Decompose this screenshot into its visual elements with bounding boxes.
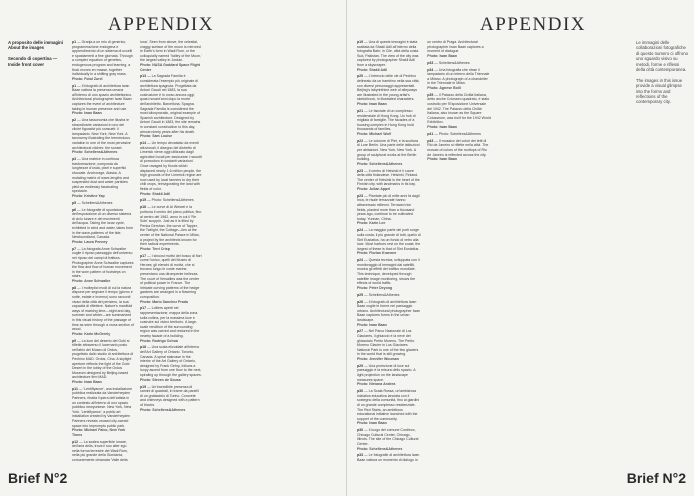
page-ref: p12 bbox=[72, 439, 79, 444]
photo-credit: Photo: Nirvana Andrea bbox=[357, 382, 396, 387]
caption-columns bbox=[357, 40, 632, 466]
caption-text: Il mosaico dei colori dei tetti di Rio de Janeiro si riflette nella città. The mosaic of colors of the rooftops of Rio de Janeiro is reflected across the city. bbox=[427, 138, 489, 157]
photo-credit: Photo: Julian Appel bbox=[357, 187, 391, 191]
photo-credit: Photo: Iwan Baan bbox=[357, 102, 387, 107]
photo-credit: Photo: Florian Kraemer bbox=[357, 251, 397, 256]
page-ref: p33 bbox=[357, 453, 364, 458]
page-ref: p41 bbox=[427, 131, 434, 136]
caption-text: Lolliers aperti nel rappresentazione, mappa della zona sulla collina, per la massima luce e costruire sul vicino territorio. A large-scale rendition of the surrounding region was carved and restored in the nearby facade of a building. bbox=[140, 306, 200, 338]
caption-text: I sinuosi motivi del bosco di fiori come l'unico, quelli del Museo di Heroes; gli elenchi di motivi, che si trovano lungo le coste marine, presentano una dirompente bellezza. The court of Versailles was the center of political power in France. The intricate curving patterns of the hedge gardens are arranged in a flowering composition. bbox=[140, 253, 202, 299]
caption-text: Schellens&Athenes bbox=[81, 200, 113, 205]
caption-text: Photo: Schellens&Athenes bbox=[438, 131, 481, 136]
photo-credit: Photo: Iwan Baan bbox=[72, 379, 102, 384]
caption-columns bbox=[72, 40, 338, 466]
page-ref: p5 bbox=[72, 200, 77, 205]
caption-text: Le colonne di Piet, e la scultura di Lore Berlin. Una parte delle istituzioni per abitazioni. New York, New York. A group of sculptural works at the Berlin building. bbox=[357, 138, 420, 162]
photo-credit: Photo: Shakil Adil bbox=[140, 191, 171, 196]
intro-text: Le immagini delle collaborazioni fotografiche di questo numero ci offrono uno sguardo visivo su metodi, forme e riflessi della città contemporanea. The images in this issue provide a visual glimpse into the forms and reflections of the contemporary city. bbox=[636, 40, 688, 105]
page-ref: p14 bbox=[140, 141, 147, 146]
caption-entry: p20 — L'intreccio delle vie di Pechino delineato da un bambino nella sua città, con diversi personaggi rappresentati. Beijing's labyrinthine web of alleyways are illustrated in the young artist's sketchbook, in illustrated characters. Photo: Iwan Baan bbox=[357, 74, 420, 107]
caption-entry: p29 — Una proiezione di luce sul paesaggio è la misura dello spazio. A light projection on the landscape measures space. Photo: Nirvana Andrea bbox=[357, 364, 421, 387]
photo-credit: Photo: Schellens&Athenes bbox=[357, 446, 403, 451]
caption-text: Questa tecnica, sviluppata con il monitoraggio di immagini dai satelliti, mostra gli effetti del traffico mondiale. This technique, developed through satellite image monitoring, shows the effects of world traffic. bbox=[357, 258, 420, 286]
intro-text: A proposito delle immagini About the images Secondo di copertina — Inside front cover bbox=[8, 40, 63, 67]
caption-entry: p25 — Schellens&Athenes bbox=[357, 292, 400, 297]
caption-entry: p43 — Il mosaico dei colori dei tetti di Rio de Janeiro si riflette nella città. The mosaic of colors of the rooftops of Rio de Janeiro is reflected across the city. Photo: Iwan Baan bbox=[427, 139, 491, 162]
caption-text: Una scala elicoidale all'interno dell'Art Gallery of Ontario. Toronto, Canada. A spiral staircase in the interior of the Art Gallery of Ontario, designed by Frank Gehry, follows a loopy ascent from one floor to the next, spiraling up through the gallery spaces. bbox=[140, 345, 202, 378]
page-ref: p30 bbox=[357, 428, 364, 433]
caption-text: Schellens&Athenes bbox=[438, 60, 470, 65]
caption-entry: p19 — Un'incredibile presenza di camini di quadrati, in trame da panelli di un grattacielo di Torino. Concrete and chimneys designed with a pattern of blocks. Photo: Schellens&Athenes bbox=[140, 385, 202, 413]
photo-credit: Photo: Fotul Zurel bbox=[72, 76, 103, 81]
page-ref: p1 bbox=[72, 83, 77, 88]
caption-entry: p34 — Una fotografia che ritrae il lampadario di un interno della Triennale a Milano. A photograph of a chandelier in the Triennale in Milan. Photo: Agnese Bolli bbox=[427, 68, 491, 91]
caption-text: La maggior parte dei porti sorge sulla costa; il più grande di tutti, quello di Sint Eustatius, ha un fondo di vetro alla luce. Most harbors rest on the coast; the largest of these is that of Sint Eustatius. bbox=[357, 228, 421, 251]
photo-credit: Photo: Karin Lee bbox=[357, 221, 386, 226]
photo-credit: Photo: NASA Goddard Space Flight Center bbox=[140, 62, 200, 72]
caption-text: La fotografa Anne Schwalbe coglie il riposo paesaggio dell'universo nel riposo dei campi di frattura. Photographer Anne Schwalbe captures the flow and flow of human movement in the worn pattern of footsteps on stairs. bbox=[72, 246, 134, 279]
caption-text: Il centro di Helsinki è il cuore della città finlandese. Helsinki, Finland. The center of Helsinki is the heart of the Finnish city, with landmarks in its bay. bbox=[357, 168, 420, 187]
photo-credit: Photo: Rodrigo Ochoa bbox=[140, 338, 178, 343]
caption-entry: p35 — Il Palazzo della Civiltà Italiana, detto anche Colosseo quadrato, è stato costruito per l'Esposizione Universale del 1942. The Palazzo della Civiltà Italiana, also known as the Square Colosseum, was built for the 1942 World Exhibition. Photo: Iwan Baan bbox=[427, 92, 491, 129]
caption-entry: p7 — La fotografa Anne Schwalbe coglie il riposo paesaggio dell'universo nel riposo dei campi di frattura. Photographer Anne Schwalbe captures the flow and flow of human movement in the worn pattern of footsteps on stairs. Photo: Anne Schwalbe bbox=[72, 246, 134, 283]
photo-credit: Photo: Shakil Adil bbox=[357, 67, 388, 72]
caption-text: Schellens&Athenes bbox=[368, 292, 400, 297]
caption-entry: p19 — Una di queste immagini è stata scattata da Shakil Adil all'interno della fotografia Bahr, in Cile, città della costa Sud, Pakistan. The view of the city was captured by photographer Shakil Adil from a skyscraper. Photo: Shakil Adil bbox=[357, 40, 421, 72]
photo-credit: Photo: Jennifer Wouman bbox=[357, 356, 399, 361]
caption-entry: p17 — Lolliers aperti nel rappresentazione, mappa della zona sulla collina, per la massima luce e costruire sul vicino territorio. A large-scale rendition of the surrounding region was carved and restored in the nearby facade of a building. Photo: Rodrigo Ochoa bbox=[140, 306, 202, 343]
page-ref: p43 bbox=[427, 138, 434, 143]
photo-credit: Photo: Iwan Baan bbox=[427, 53, 458, 58]
page-ref: p11 bbox=[72, 386, 78, 391]
caption-entry: p41 — Photo: Schellens&Athenes bbox=[427, 131, 481, 136]
caption-entry: p3 — Una matrice in continua trasformazione, composta da lunghezze d'onda, pixel e superfici sfuocate. Anchorage, Alaska. A mutating matrix of wave-lengths and suspended dust and water particles yield an endlessly fascinating spectacle. Photo: Kristine Yap bbox=[72, 157, 134, 198]
page-ref: p18 bbox=[140, 345, 147, 350]
caption-text: Il Palazzo della Civiltà Italiana, detto anche Colosseo quadrato, è stato costruito per l'Esposizione Universale del 1942. The Palazzo della Civiltà Italiana, also known as the Square Colosseum, was built for the 1942 World Exhibition. bbox=[427, 92, 491, 125]
page-ref: p27 bbox=[357, 329, 364, 334]
caption-entry: p8 — I molteplici modi di cui la natura dispone per segnare il tempo (giorno e notte, estate e inverno) sono racconti vivaci della città del pensiero, la sua capacità di riflettere. Nature's manifold ways of marking time—night and day, summer and winter—are summarized in this visual history of the passage of time as seen through a cross section of wood. Photo: Karin McGreely bbox=[72, 285, 134, 336]
page-ref: p6 bbox=[72, 207, 77, 212]
page-header: APPENDIX bbox=[108, 14, 214, 35]
photo-credit: Photo: Schellens&Athenes bbox=[72, 150, 118, 155]
caption-text: Una tassonomia che illustra le straordinarie variazioni in uno dei cliché figurativi più consueti: il lampadario. New York, New York. A taxonomy illustrating the tremendous variation in one of the most pervasive architectural clichés: the sunset. bbox=[72, 118, 131, 150]
caption-text: Una di queste immagini è stata scattata da Shakil Adil all'interno della fotografia Bahr, in Cile, città della costa Sud, Pakistan. The view of the city was captured by photographer Shakil Adil from a skyscraper. bbox=[357, 40, 419, 67]
page-ref: p26 bbox=[357, 299, 364, 304]
page-ref: p19 bbox=[140, 384, 147, 389]
caption-entry: p24 — La maggior parte dei porti sorge sulla costa; il più grande di tutti, quello di Sint Eustatius, ha un fondo di vetro alla luce. Most harbors rest on the coast; the largest of these is that of Sint Eustatius. Photo: Florian Kraemer bbox=[357, 228, 421, 256]
caption-entry: p30 — Il luogo del comune Cordieux, Chicago Cultural Center, Chicago, Illinois. The site of the Chicago Cultural Center. Photo: Schellens&Athenes bbox=[357, 428, 421, 451]
caption-entry: p22 — Le colonne di Piet, e la scultura di Lore Berlin. Una parte delle istituzioni per abitazioni. New York, New York. A group of sculptural works at the Berlin building. Photo: Schellens&Athenes bbox=[357, 138, 420, 166]
caption-text: Una fotografia che ritrae il lampadario di un interno della Triennale a Milano. A photograph of a chandelier in the Triennale in Milan. bbox=[427, 67, 490, 86]
photo-credit: Photo: Mario Sanchez Prada bbox=[140, 299, 188, 304]
page-ref: p1 bbox=[72, 40, 77, 44]
page-ref: p23 bbox=[357, 193, 364, 198]
caption-entry: p17 — I sinuosi motivi del bosco di fiori come l'unico, quelli del Museo di Heroes; gli elenchi di motivi, che si trovano lungo le coste marine, presentano una dirompente bellezza. The court of Versailles was the center of political power in France. The intricate curving patterns of the hedge gardens are arranged in a flowering composition. Photo: Mario Sanchez Prada bbox=[140, 253, 202, 304]
caption-entry: p6 — Le fotografie di spuntatura dell'esposizione di un diverso sistema di ciclo lunare e dei movimenti dell'acqua. Taking the lunar cycle, exhibited in wind and water, takes form in the wave-patterns of the tide. Newfoundland, Canada. Photo: Laura Penney bbox=[72, 207, 134, 244]
photo-credit: Photo: Iwan Baan bbox=[357, 322, 387, 327]
caption-text: Un tempo devastato da eventi alluvionali, il disegno del distretto di Limerick viene oggi utilizzato dagli agricoltori locali per assicurare i raccolti di pomodoro in costanti variazioni. Once ravaged by floods which displaced nearly 1.6 million people, the high grounds of the Limerick region are now used by local farmers to dry their chili crops, reinvigorating the land with fields of color. bbox=[140, 141, 202, 191]
page-ref: p13 bbox=[140, 74, 147, 79]
caption-entry: p5 — Schellens&Athenes bbox=[72, 200, 113, 205]
caption-entry: p26 — Il fotografo di architettura Iwan Baan coglie le forme nel paesaggio urbano. Architectural photographer Iwan Baan captures forms in the urban landscape. Photo: Iwan Baan bbox=[357, 299, 421, 327]
page-ref: p15 bbox=[140, 198, 147, 203]
photo-credit: Photo: Steven de Sousa bbox=[140, 377, 181, 382]
photo-credit: Photo: Michael Wolf bbox=[357, 131, 391, 136]
page-ref: p24 bbox=[357, 228, 364, 233]
photo-credit: Photo: Karin McGreely bbox=[72, 331, 111, 336]
photo-credit: Photo: Anne Schwalbe bbox=[72, 278, 111, 283]
page-ref: p3 bbox=[72, 157, 77, 162]
caption-entry: p23 — Il centro di Helsinki è il cuore della città finlandese. Helsinki, Finland. The center of Helsinki is the heart of the Finnish city, with landmarks in its bay. Photo: Julian Appel bbox=[357, 168, 420, 191]
photo-credit: Photo: Schellens&Athenes bbox=[357, 161, 403, 166]
caption-entry: p18 — Una scala elicoidale all'interno dell'Art Gallery of Ontario. Toronto, Canada. A spiral staircase in the interior of the Art Gallery of Ontario, designed by Frank Gehry, follows a loopy ascent from one floor to the next, spiraling up through the gallery spaces. Photo: Steven de Sousa bbox=[140, 345, 202, 382]
caption-entry: p27 — Nel Parco Nazionale di Los Glaciares, il ghiaccio è la neve del ghiacciaio Perito Moreno. The Perito Moreno Glacier in Los Glaciares National Park is one of the few glaciers in the world that is still growing. Photo: Jennifer Wouman bbox=[357, 329, 421, 361]
caption-entry: p33 — Schellens&Athenes bbox=[427, 60, 470, 65]
caption-text: Le fotografie di architettura Iwan Baan cattura un momento di dialogo in un centro di Praga. Architectural photographer Iwan Baan captures a moment of dialogue. bbox=[357, 40, 484, 463]
caption-text: I molteplici modi di cui la natura dispone per segnare il tempo (giorno e notte, estate e inverno) sono racconti vivaci della città del pensiero, la sua capacità di riflettere. Nature's manifold ways of marking time—night and day, summer and winter—are summarized in this visual history of the passage of time as seen through a cross section of wood. bbox=[72, 285, 134, 332]
photo-credit: Photo: Agnese Bolli bbox=[427, 85, 461, 90]
page-ref: p30 bbox=[357, 389, 364, 394]
photo-credit: Photo: Iwan Baan bbox=[72, 111, 102, 116]
caption-entry: p12 — La scalea superficie lunare, dell'aria della, trova il suo alter ego nella forma terrestre del Wadi Rum, nella più grande della Giordania, comunemente chiamata 'Valle della luna'. Seen from above, the celestial, craggy surface of the moon is mirrored in Earth's form in Wadi Rum, or the colloquially named 'Valley of the Moon,' the largest valley in Jordan. Photo: NASA Goddard Space Flight Center bbox=[72, 40, 202, 463]
page-ref: p17 bbox=[140, 253, 147, 258]
page-ref: p19 bbox=[357, 40, 364, 44]
caption-text: Il fotografo di architettura Iwan Baan coglie le forme nel paesaggio urbano. Architectural photographer Iwan Baan captures forms in the urban landscape. bbox=[357, 299, 421, 322]
caption-text: Photo: Schellens&Athenes bbox=[151, 198, 194, 203]
page-ref: p33 bbox=[427, 60, 434, 65]
photo-credit: Photo: Iwan Baan bbox=[427, 124, 458, 129]
page-ref: p9 bbox=[72, 338, 77, 343]
caption-text: Un'incredibile presenza di camini di quadrati, in trame da panelli di un grattacielo di Torino. Concrete and chimneys designed with a pattern of blocks. bbox=[140, 384, 200, 407]
photo-credit: Photo: Sam Louise bbox=[140, 134, 173, 139]
right-page bbox=[347, 0, 694, 496]
caption-text: La scalea superficie lunare, dell'aria della, trova il suo alter ego nella forma terrestre del Wadi Rum, nella più grande della Giordania, comunemente chiamata 'Valle della luna'. Seen from above, the celestial, craggy surface of the moon is mirrored in Earth's form in Wadi Rum, or the colloquially named 'Valley of the Moon,' the largest valley in Jordan. bbox=[72, 40, 202, 463]
caption-entry: p33 — Le fotografie di architettura Iwan Baan cattura un momento di dialogo in un centro di Praga. Architectural photographer Iwan Baan captures a moment of dialogue. Photo: Iwan Baan bbox=[357, 40, 492, 466]
photo-credit: Photo: Iwan Baan bbox=[357, 421, 387, 426]
caption-text: Le fotografie di spuntatura dell'esposizione di un diverso sistema di ciclo lunare e dei movimenti dell'acqua. Taking the lunar cycle, exhibited in wind and water, takes form in the wave-patterns of the tide. Newfoundland, Canada. bbox=[72, 207, 134, 240]
caption-entry: p14 — Un tempo devastato da eventi alluvionali, il disegno del distretto di Limerick viene oggi utilizzato dagli agricoltori locali per assicurare i raccolti di pomodoro in costanti variazioni. Once ravaged by floods which displaced nearly 1.6 million people, the high grounds of the Limerick region are now used by local farmers to dry their chili crops, reinvigorating the land with fields of color. Photo: Shakil Adil bbox=[140, 141, 202, 196]
caption-text: Il fotografo di architettura Iwan Baan cattura la presenza umana all'interno di uno spazio architettonico. Architectural photographer Iwan Baan captures the event of architecture taking in human presence and use. bbox=[72, 83, 133, 111]
caption-text: Una matrice in continua trasformazione, composta da lunghezze d'onda, pixel e superfici sfuocate. Anchorage, Alaska. A mutating matrix of wave-lengths and suspended dust and water particles yield an endlessly fascinating spectacle. bbox=[72, 157, 129, 194]
page-ref: p24 bbox=[357, 258, 364, 263]
photo-credit: Photo: Peter Deyong bbox=[357, 285, 393, 290]
caption-entry: p13 — La Sagrada Família è considerata l'esempio più originale di architettura spagnola. Progettata da Antoni Gaudí nel 1883, la sua costruzione è in corso ancora oggi, quasi novant'anni dopo la morte dell'architetto. Barcellona, Spagna. Sagrada Família is considered the most idiosyncratic, original example of Spanish architecture. Designed by Antoni Gaudí in 1883, the site remains in constant construction to this day, almost ninety years after his death. Photo: Sam Louise bbox=[140, 74, 201, 139]
brief-number: Brief N°2 bbox=[8, 470, 68, 486]
brief-number: Brief N°2 bbox=[626, 470, 686, 486]
caption-entry: p21 — Le facciate di un complesso residenziale di Hong Kong. Un hub di migliaia di famiglie. The facades of a housing complex in Hong Kong hold thousands of families. Photo: Michael Wolf bbox=[357, 109, 421, 137]
caption-entry: p30 — La Scala Rossa, un'ambiziosa iniziativa educativa lanciata con il sostegno della comunità, fino ai giardini di un grande complesso residenziale. The Red Stairs, an ambitious educational initiative launched with the support of the community. Photo: Iwan Baan bbox=[357, 389, 421, 426]
caption-entry: p1 — Granja a un mio di generico, programmazione endogena e apprendimento di un sistema di uccelli e spostamenti a fine giornata. Through a complex equation of genetics, endogenous program and learning, a flock moves en masse, together individually in a shifting gray mass. Photo: Fotul Zurel bbox=[72, 40, 133, 81]
caption-text: Nel Parco Nazionale di Los Glaciares, il ghiaccio è la neve del ghiacciaio Perito Moreno. The Perito Moreno Glacier in Los Glaciares National Park is one of the few glaciers in the world that is still growing. bbox=[357, 329, 419, 357]
caption-text: La Scala Rossa, un'ambiziosa iniziativa educativa lanciata con il sostegno della comunità, fino ai giardini di un grande complesso residenziale. The Red Stairs, an ambitious educational initiative launched with the support of the community. bbox=[357, 389, 420, 421]
photo-credit: Photo: Michael Falco, New York Times bbox=[72, 428, 126, 437]
caption-entry: p16 — Le curve di Ai Weiwei e la poltrona il centro del piano politica, fino al centro del 1962, anno in cui il 'Re Sole' scoppiò. Just as it is filled by Penka Gershan, the curve of Tapper, the Twilight, the Cottage—lies at the center of the National Palace in Milan, a project by the architects known for their radical experiments. Photo: Terri Crisp bbox=[140, 205, 202, 251]
page-ref: p23 bbox=[357, 168, 364, 173]
caption-text: 'Lentiflyance', una installazione pubblica realizzata da Vanderheyden Partners, ribalta l'opera dell'artista in un contesto all'interno di uno spazio pubblico newyorkese. New York, New York. 'Lentiflyance,' a public art installation created by Vanderheyden Partners reveals unused city-owned space into impromptu public park. bbox=[72, 386, 133, 428]
page-ref: p25 bbox=[357, 292, 364, 297]
page-ref: p7 bbox=[72, 246, 77, 251]
page-ref: p17 bbox=[140, 306, 147, 311]
caption-text: Una proiezione di luce sul paesaggio è la misura dello spazio. A light projection on the landscape measures space. bbox=[357, 363, 416, 382]
photo-credit: Photo: Schellens&Athenes bbox=[140, 407, 186, 412]
caption-text: L'intreccio delle vie di Pechino delineato da un bambino nella sua città, con diversi personaggi rappresentati. Beijing's labyrinthine web of alleyways are illustrated in the young artist's sketchbook, in illustrated characters. bbox=[357, 74, 420, 102]
photo-credit: Photo: Laura Penney bbox=[72, 239, 108, 244]
caption-entry: p9 — La luce del deserto del Gobi si riflette attraverso il lucernario posto nell'atrio del Museo di Ordos, progettato dallo studio di architettura di Pechino MAD. Ordos, Cina. A skylight aperture reflects the light of the Gobi Desert in the lobby of the Ordos Museum designed by Beijing-based architecture firm MAD. Photo: Iwan Baan bbox=[72, 338, 134, 384]
caption-entry: p24 — Questa tecnica, sviluppata con il monitoraggio di immagini dai satelliti, mostra gli effetti del traffico mondiale. This technique, developed through satellite image monitoring, shows the effects of world traffic. Photo: Peter Deyong bbox=[357, 258, 420, 290]
caption-text: Granja a un mio di generico, programmazione endogena e apprendimento di un sistema di uccelli e spostamenti a fine giornata. Through a complex equation of genetics, endogenous program and learning, a flock moves en masse, together individually in a shifting gray mass. bbox=[72, 40, 133, 77]
caption-text: La Sagrada Família è considerata l'esempio più originale di architettura spagnola. Progettata da Antoni Gaudí nel 1883, la sua costruzione è in corso ancora oggi, quasi novant'anni dopo la morte dell'architetto. Barcellona, Spagna. Sagrada Família is considered the most idiosyncratic, original example of Spanish architecture. Designed by Antoni Gaudí in 1883, the site remains in constant construction to this day, almost ninety years after his death. bbox=[140, 74, 201, 134]
caption-text: Le facciate di un complesso residenziale di Hong Kong. Un hub di migliaia di famiglie. The facades of a housing complex in Hong Kong hold thousands of families. bbox=[357, 108, 416, 132]
caption-text: Il luogo del comune Cordieux, Chicago Cultural Center, Chicago, Illinois. The site of the Chicago Cultural Center. bbox=[357, 428, 419, 446]
photo-credit: Photo: Terri Crisp bbox=[140, 246, 170, 251]
page-ref: p22 bbox=[357, 138, 364, 143]
page-ref: p16 bbox=[140, 205, 147, 210]
page-ref: p34 bbox=[427, 67, 434, 72]
caption-text: La luce del deserto del Gobi si riflette attraverso il lucernario posto nell'atrio del Museo di Ordos, progettato dallo studio di architettura di Pechino MAD. Ordos, Cina. A skylight aperture reflects the light of the Gobi Desert in the lobby of the Ordos Museum designed by Beijing-based architecture firm MAD. bbox=[72, 338, 134, 380]
photo-credit: Photo: Iwan Baan bbox=[427, 157, 458, 162]
page-ref: p35 bbox=[427, 92, 434, 97]
page-header: APPENDIX bbox=[480, 14, 586, 35]
caption-entry: p15 — Photo: Schellens&Athenes bbox=[140, 198, 194, 203]
caption-text: Le curve di Ai Weiwei e la poltrona il centro del piano politica, fino al centro del 1962, anno in cui il 'Re Sole' scoppiò. Just as it is filled by Penka Gershan, the curve of Tapper, the Twilight, the Cottage—lies at the center of the National Palace in Milan, a project by the architects known for their radical experiments. bbox=[140, 205, 202, 247]
page-ref: p2 bbox=[72, 118, 77, 123]
caption-entry: p2 — Una tassonomia che illustra le straordinarie variazioni in uno dei cliché figurativi più consueti: il lampadario. New York, New York. A taxonomy illustrating the tremendous variation in one of the most pervasive architectural clichés: the sunset. Photo: Schellens&Athenes bbox=[72, 118, 134, 155]
page-ref: p20 bbox=[357, 74, 364, 79]
caption-entry: p1 — Il fotografo di architettura Iwan Baan cattura la presenza umana all'interno di uno spazio architettonico. Architectural photographer Iwan Baan captures the event of architecture taking in human presence and use. Photo: Iwan Baan bbox=[72, 83, 133, 116]
caption-text: Piantate più di mille anni fa dagli Inca, le risaie terrazzate hanno attraversato millenni. Terraced rice fields, planted more than a thousand years ago, continue to be cultivated today. Yunnan, China. bbox=[357, 193, 420, 221]
page-ref: p8 bbox=[72, 285, 77, 290]
caption-entry: p11 — 'Lentiflyance', una installazione pubblica realizzata da Vanderheyden Partners, ribalta l'opera dell'artista in un contesto all'interno di uno spazio pubblico newyorkese. New York, New York. 'Lentiflyance,' a public art installation created by Vanderheyden Partners reveals unused city-owned space into impromptu public park. Photo: Michael Falco, New York Times bbox=[72, 386, 133, 437]
page-ref: p21 bbox=[357, 108, 364, 113]
page-ref: p29 bbox=[357, 363, 364, 368]
photo-credit: Photo: Kristine Yap bbox=[72, 193, 105, 198]
caption-entry: p23 — Piantate più di mille anni fa dagli Inca, le risaie terrazzate hanno attraversato millenni. Terraced rice fields, planted more than a thousand years ago, continue to be cultivated today. Yunnan, China. Photo: Karin Lee bbox=[357, 193, 420, 226]
